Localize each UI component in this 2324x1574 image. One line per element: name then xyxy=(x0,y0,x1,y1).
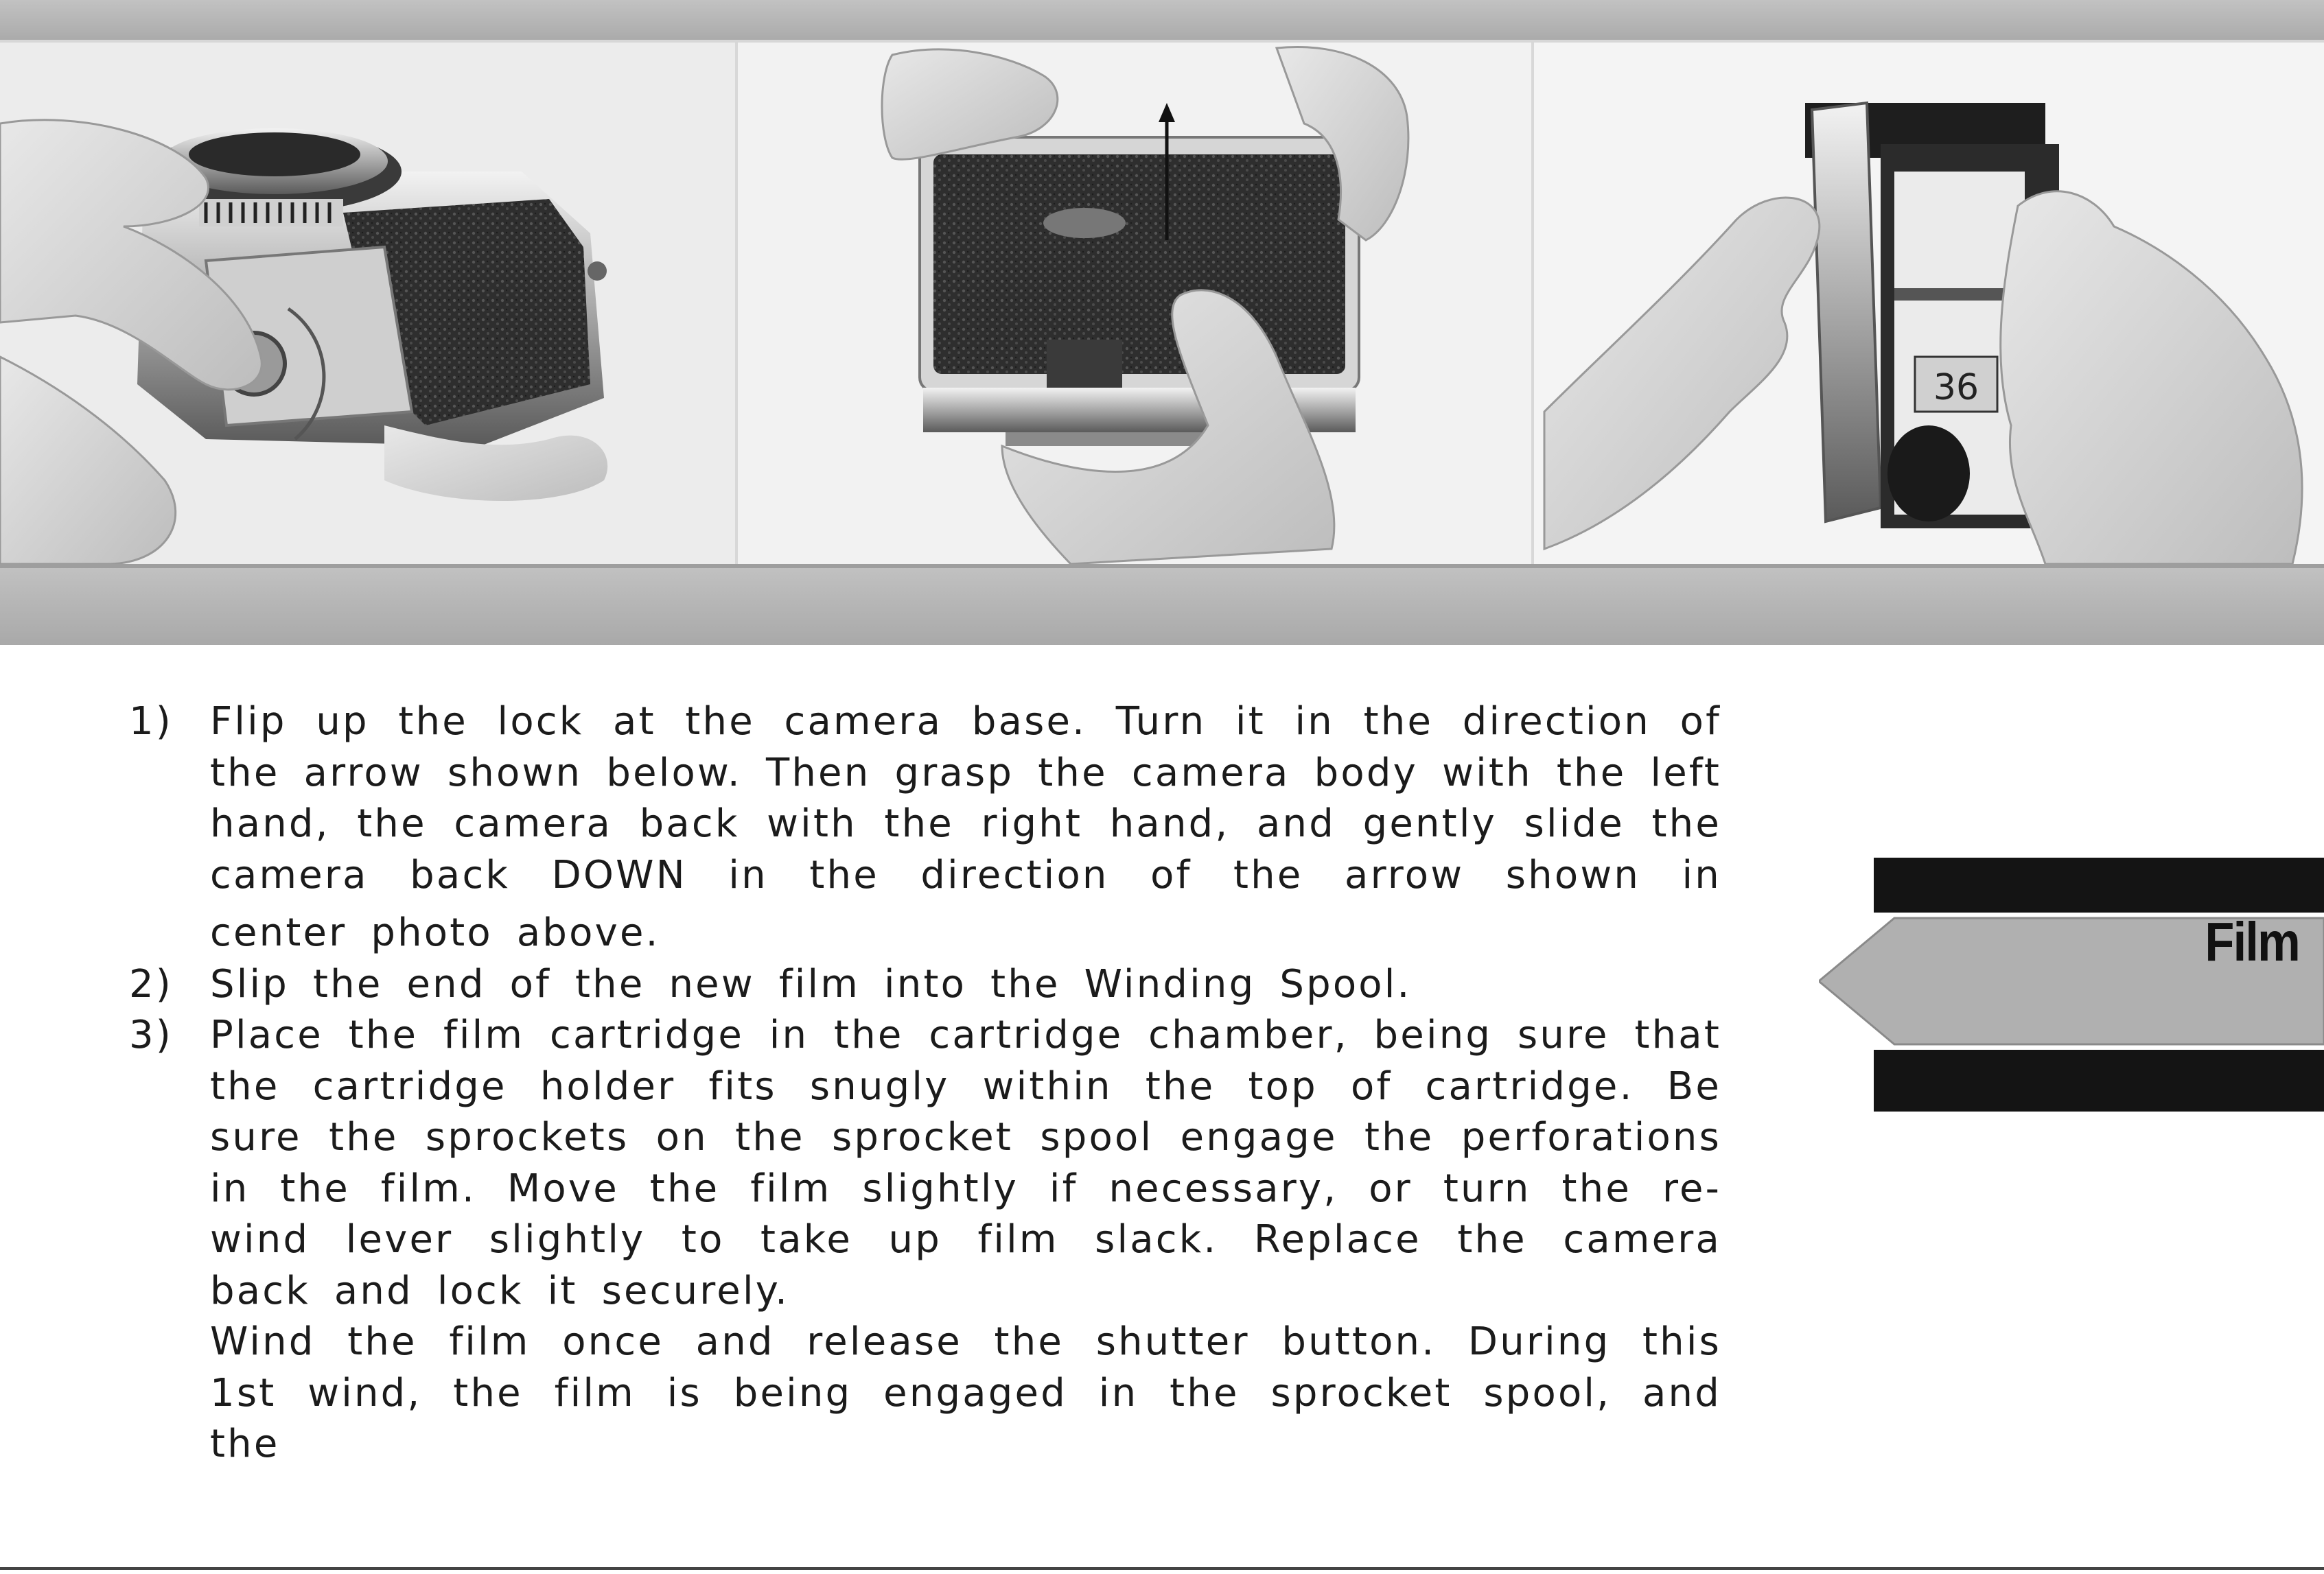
step-text: Slip the end of the new film into the Winding Spool. xyxy=(210,961,1412,1007)
continuation-text: Wind the film once and release the shutter button. During this 1st wind, the film is being engaged in the sprocket spool, and the xyxy=(210,1319,1721,1466)
photo-strip-graphic xyxy=(0,0,2324,645)
section-tab-label: Film xyxy=(2205,911,2299,972)
step-number: 1) xyxy=(129,699,173,744)
step-2 xyxy=(129,959,1721,1011)
step-number: 2) xyxy=(129,961,173,1007)
step-1-end xyxy=(129,908,1721,959)
tab-arrow-icon xyxy=(1819,858,2324,1112)
slide-back-photo xyxy=(738,43,1534,564)
step-text: Place the film cartridge in the cartridge chamber, being sure that the cartridge holder fits snugly within the top of cartridge. Be sure the sprockets on the sprocket spool engage the perforations in the film. Move the film slightly if necessary, or turn the re-wind lever slightly to take up film slack. Replace the camera back and lock it securely. xyxy=(210,1013,1721,1313)
bottom-rule xyxy=(0,1567,2324,1570)
section-tab xyxy=(1819,858,2324,1112)
step-text: center photo above. xyxy=(210,911,660,955)
photo-strip xyxy=(0,0,2324,645)
continuation-paragraph xyxy=(129,1317,1721,1470)
step-1 xyxy=(129,696,1721,901)
load-cartridge-photo xyxy=(1534,43,2324,564)
cartridge-label: 36 xyxy=(1933,367,1979,408)
step-3 xyxy=(129,1010,1721,1317)
step-text: Flip up the lock at the camera base. Turn it in the direction of the arrow shown below. Then grasp the camera body with the left hand, the camera back with the right hand, and gently slide the camera back DOWN in the direction of the arrow shown in xyxy=(210,699,1721,897)
step-number: 3) xyxy=(129,1013,173,1057)
flip-lock-photo xyxy=(0,43,738,564)
instructions xyxy=(129,696,1721,1470)
